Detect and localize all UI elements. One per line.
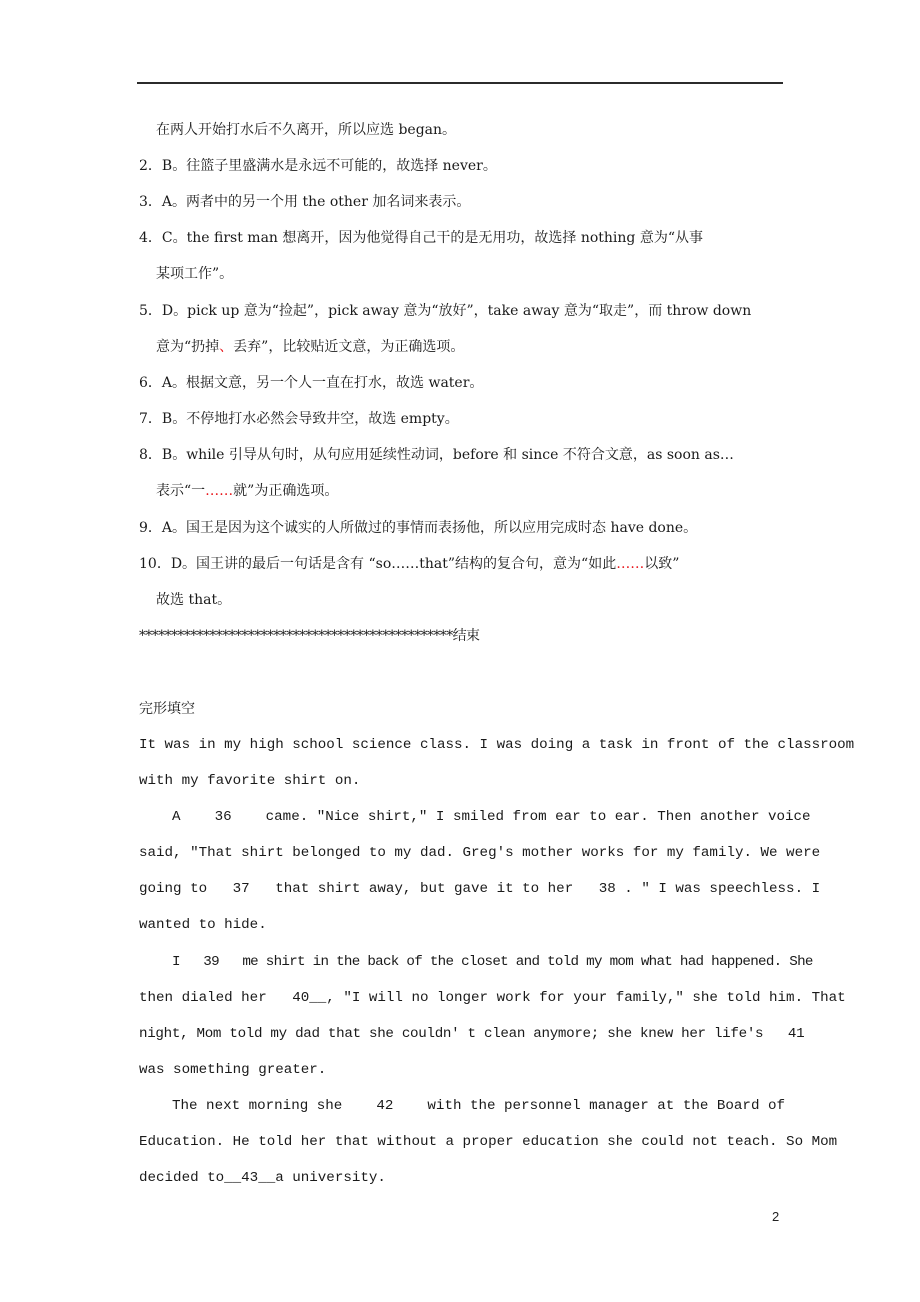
passage-line: said, "That shirt belonged to my dad. Greg's mother works for my family. We were: [139, 845, 821, 861]
red-ellipsis: ……: [205, 483, 234, 499]
passage-line: I 39 me shirt in the back of the closet and told my mom what had happened. She: [172, 954, 813, 970]
text-segment: 丢弃”，比较贴近文意，为正确选项。: [233, 339, 465, 355]
answer-5-line-1: 5．D。pick up 意为“捡起”，pick away 意为“放好”，take away 意为“取走”，而 throw down: [139, 303, 752, 319]
answer-4-line-2: 某项工作”。: [156, 266, 234, 282]
passage-line: was something greater.: [139, 1062, 327, 1078]
answer-5-line-2: [156, 338, 464, 356]
text-segment: 以致”: [644, 556, 680, 572]
answer-9: 9．A。国王是因为这个诚实的人所做过的事情而表扬他，所以应用完成时态 have done。: [139, 520, 698, 536]
passage-line: decided to__43__a university.: [139, 1170, 386, 1186]
answer-8-line-1: 8．B。while 引导从句时，从句应用延续性动词，before 和 since 不符合文意，as soon as…: [139, 447, 734, 463]
passage-line: A 36 came. "Nice shirt," I smiled from ear to ear. Then another voice: [172, 809, 811, 825]
answer-10-line-1: [139, 555, 679, 573]
section-title: 完形填空: [139, 701, 195, 717]
passage-line: going to 37 that shirt away, but gave it to her 38 . " I was speechless. I: [139, 881, 821, 897]
passage-line: with my favorite shirt on.: [139, 773, 361, 789]
page-number: 2: [772, 1209, 780, 1224]
answer-7: 7．B。不停地打水必然会导致井空，故选 empty。: [139, 411, 459, 427]
passage-line: wanted to hide.: [139, 917, 267, 933]
header-rule: [137, 82, 783, 84]
answer-8-line-2: [156, 482, 338, 500]
answer-1-continuation: 在两人开始打水后不久离开，所以应选 began。: [156, 122, 457, 138]
answer-2: 2．B。往篮子里盛满水是永远不可能的，故选择 never。: [139, 158, 497, 174]
red-ellipsis: ……: [616, 556, 645, 572]
answer-3: 3．A。两者中的另一个用 the other 加名词来表示。: [139, 194, 471, 210]
passage-line: Education. He told her that without a proper education she could not teach. So Mom: [139, 1134, 838, 1150]
passage-line: The next morning she 42 with the personnel manager at the Board of: [172, 1098, 785, 1114]
text-segment: 表示“一: [156, 483, 206, 499]
answer-4-line-1: 4．C。the first man 想离开，因为他觉得自己干的是无用功，故选择 nothing 意为“从事: [139, 230, 703, 246]
passage-line: It was in my high school science class. I was doing a task in front of the classroom: [139, 737, 855, 753]
answer-6: 6．A。根据文意，另一个人一直在打水，故选 water。: [139, 375, 484, 391]
text-segment: 10．D。国王讲的最后一句话是含有 “so……that”结构的复合句，意为“如此: [139, 556, 617, 572]
end-marker: *************************************************结束: [139, 628, 480, 644]
passage-line: then dialed her 40__, "I will no longer work for your family," she told him. That: [139, 990, 846, 1006]
text-segment: 意为“扔掉: [156, 339, 220, 355]
passage-line: night, Mom told my dad that she couldn' t clean anymore; she knew her life's 41: [139, 1026, 805, 1042]
answer-10-line-2: 故选 that。: [156, 592, 232, 608]
red-punctuation: 、: [219, 339, 234, 355]
text-segment: 就”为正确选项。: [233, 483, 339, 499]
